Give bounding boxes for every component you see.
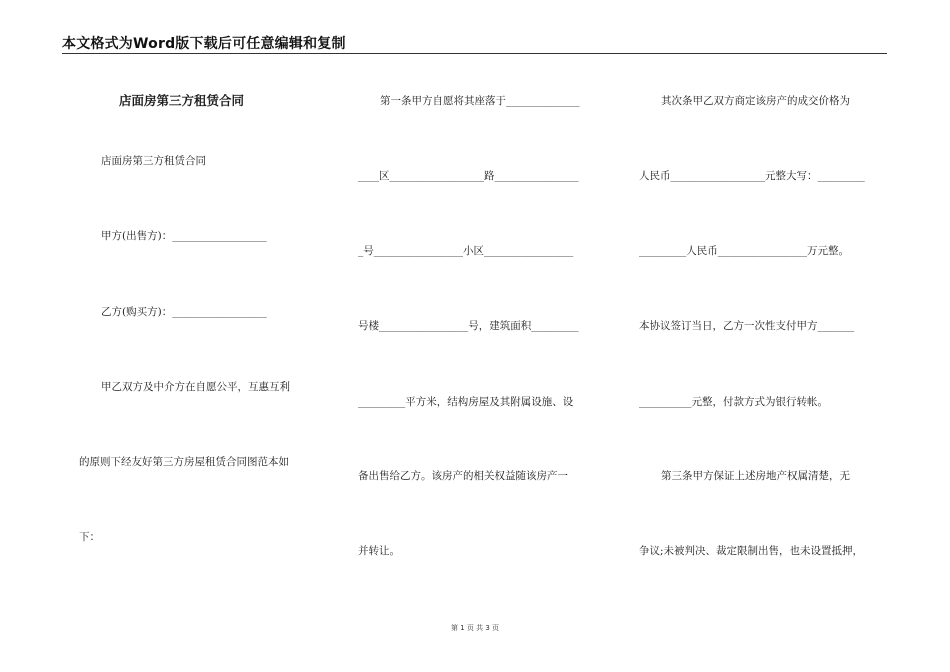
left-line-5: 的原则下经友好第三方房屋租赁合同图范本如 [79,456,289,468]
middle-line-1: 第一条甲方自愿将其座落于______________ [380,95,580,107]
right-line-1: 其次条甲乙双方商定该房产的成交价格为 [661,95,850,107]
left-line-1: 店面房第三方租赁合同 [101,155,206,167]
middle-line-4: 号楼_________________号，建筑面积_________ [358,320,579,332]
middle-line-7: 并转让。 [358,545,400,557]
right-line-4: 本协议签订当日，乙方一次性支付甲方_______ [639,320,855,332]
page-number: 第 1 页 共 3 页 [450,624,500,632]
left-line-4: 甲乙双方及中介方在自愿公平，互惠互利 [101,381,290,393]
left-line-6: 下： [79,531,100,543]
right-line-7: 争议;未被判决、裁定限制出售，也未设置抵押， [639,545,864,557]
right-line-6: 第三条甲方保证上述房地产权属清楚，无 [661,470,850,482]
right-line-2: 人民币__________________元整大写：_________ [639,170,865,182]
middle-line-2: ____区__________________路________________ [358,170,579,182]
contract-title: 店面房第三方租赁合同 [119,93,245,108]
middle-line-5: _________平方米，结构房屋及其附属设施、设 [358,396,574,408]
document-header: 本文格式为Word版下载后可任意编辑和复制 [62,36,346,52]
header-rule [62,53,887,54]
right-line-3: _________人民币_________________万元整。 [639,245,849,257]
right-line-5: __________元整，付款方式为银行转帐。 [639,396,828,408]
left-line-3: 乙方(购买方)：__________________ [101,306,267,318]
middle-line-6: 备出售给乙方。该房产的相关权益随该房产一 [358,470,568,482]
left-line-2: 甲方(出售方)：__________________ [101,230,267,242]
middle-line-3: _号_________________小区_________________ [358,245,574,257]
